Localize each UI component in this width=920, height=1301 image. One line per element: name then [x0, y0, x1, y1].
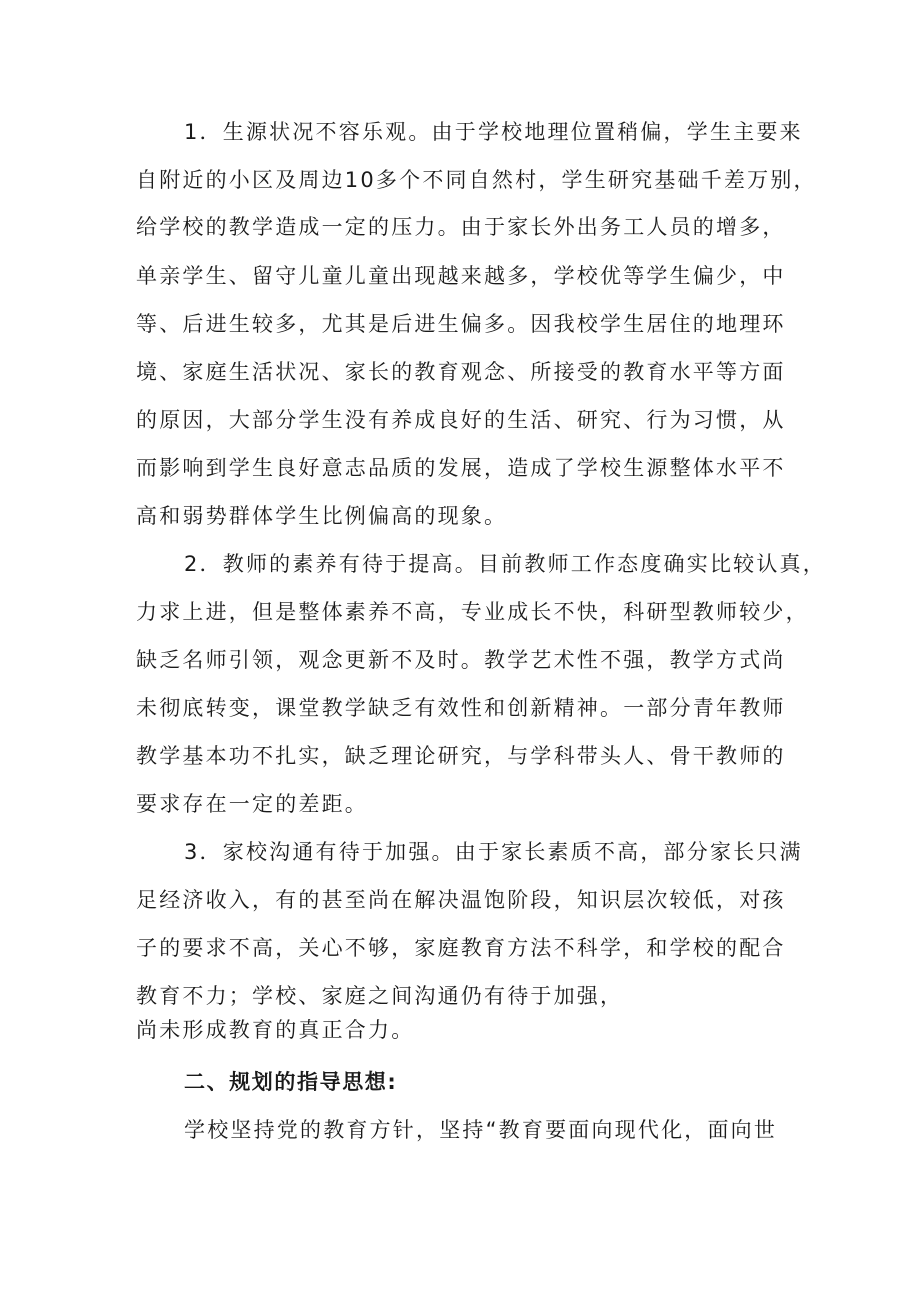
paragraph-3-line-1: 3．家校沟通有待于加强。由于家长素质不高，部分家长只满 — [184, 840, 803, 864]
paragraph-1-line-6: 境、家庭生活状况、家长的教育观念、所接受的教育水平等方面 — [136, 360, 786, 384]
paragraph-3-line-5: 尚未形成教育的真正合力。 — [136, 1018, 415, 1042]
section-heading: 二、规划的指导思想: — [184, 1070, 398, 1094]
paragraph-3-line-3: 子的要求不高，关心不够，家庭教育方法不科学，和学校的配合 — [136, 936, 786, 960]
paragraph-3-line-4: 教育不力；学校、家庭之间沟通仍有待于加强， — [136, 984, 624, 1008]
paragraph-1-line-4: 单亲学生、留守儿童儿童出现越来越多，学校优等学生偏少，中 — [136, 264, 786, 288]
paragraph-2-line-4: 未彻底转变，课堂教学缺乏有效性和创新精神。一部分青年教师 — [136, 696, 786, 720]
section-body-line-1: 学校坚持党的教育方针，坚持“教育要面向现代化，面向世 — [184, 1118, 778, 1142]
paragraph-1-line-1: 1．生源状况不容乐观。由于学校地理位置稍偏，学生主要来 — [184, 120, 803, 144]
paragraph-1-line-3: 给学校的教学造成一定的压力。由于家长外出务工人员的增多， — [136, 215, 786, 239]
paragraph-1-line-8: 而影响到学生良好意志品质的发展，造成了学校生源整体水平不 — [136, 456, 786, 480]
paragraph-3-line-2: 足经济收入，有的甚至尚在解决温饱阶段，知识层次较低，对孩 — [136, 888, 786, 912]
paragraph-2-line-5: 教学基本功不扎实，缺乏理论研究，与学科带头人、骨干教师的 — [136, 744, 786, 768]
paragraph-2-line-2: 力求上进，但是整体素养不高，专业成长不快，科研型教师较少， — [136, 600, 809, 624]
paragraph-2-line-3: 缺乏名师引领，观念更新不及时。教学艺术性不强，教学方式尚 — [136, 648, 786, 672]
paragraph-2-line-1: 2．教师的素养有待于提高。目前教师工作态度确实比较认真， — [184, 552, 826, 576]
paragraph-1-line-7: 的原因，大部分学生没有养成良好的生活、研究、行为习惯，从 — [136, 408, 786, 432]
paragraph-1-line-5: 等、后进生较多，尤其是后进生偏多。因我校学生居住的地理环 — [136, 312, 786, 336]
paragraph-1-line-9: 高和弱势群体学生比例偏高的现象。 — [136, 504, 508, 528]
paragraph-1-line-2: 自附近的小区及周边10多个不同自然村，学生研究基础千差万别， — [136, 168, 817, 192]
paragraph-2-line-6: 要求存在一定的差距。 — [136, 792, 368, 816]
